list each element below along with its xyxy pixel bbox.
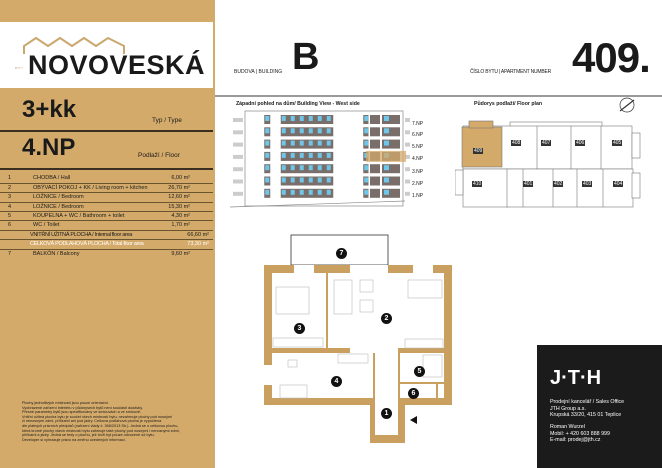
floor-label-2: 2.NP — [412, 181, 424, 187]
building-label: BUDOVA | BUILDING — [234, 69, 283, 75]
floor-plan-title: Půdorys podlaží/ Floor plan — [474, 101, 543, 107]
disclaimer-notes: Plochy jednotlivých místností jsou pouze orientační. Vyobrazené zařízení interiéru v půdorysech bytů není součástí dodávky. Přesné parametry bytů jsou specifikovány ve smlouvách a ve smlouvě. Vnitřní užitná plocha bytu je součet všech místností bytu, nezahrnuje plochy pod nosnými či nenosnými zdmi, příčkami ani pod jádry. Celková podlahová plocha je vypočtena dle platných právních předpisů (nařízení vlády č. 366/2013 Sb.). Jedná se o celkovou plochu, která kromě plochy všech místností bytu zahrnuje také plochy pod nosnými i nenosnými zdmi, příčkami a jádry. Jedná se tedy o plochu, jež tvoří byt pouze odvozené od bytu. Developer si vyhrazuje právo na změnu uvedených informací. — [22, 401, 180, 442]
unit-406: 406 — [576, 140, 585, 146]
table-row: 5 KOUPELNA + WC / Bathroom + toilet 4,30 m² — [8, 213, 190, 219]
floor-value: 4.NP — [22, 134, 76, 161]
unit-405: 405 — [613, 140, 622, 146]
unit-404: 404 — [614, 181, 623, 187]
divider — [0, 130, 213, 132]
room-marker-5: 5 — [414, 366, 425, 377]
building-view-title: Západní pohled na dům/ Building View - West side — [236, 101, 360, 107]
address: Krupská 33/20, 415 01 Teplice — [550, 412, 622, 418]
unit-401: 401 — [524, 181, 533, 187]
table-row: 6 WC / Toilet 1,70 m² — [8, 222, 190, 228]
apartment-number: 409. — [572, 34, 650, 81]
highlighted-apartment — [366, 151, 406, 162]
floor-label-7: 7.NP — [412, 121, 424, 127]
table-row: 2 OBÝVACÍ POKOJ + KK / Living room + kitchen 26,70 m² — [8, 185, 190, 191]
table-row: 3 LOŽNICE / Bedroom 12,60 m² — [8, 194, 190, 200]
building-view-drawing — [230, 108, 410, 210]
apartment-label: ČÍSLO BYTU | APARTMENT NUMBER — [470, 69, 552, 75]
contact-box — [537, 345, 662, 468]
apartment-floor-plan — [230, 230, 460, 468]
internal-area-row: VNITŘNÍ UŽITNÁ PLOCHA / Internal floor area 66,60 m² — [30, 232, 209, 238]
floor-label-3: 3.NP — [412, 169, 424, 175]
brand-logo: NOVOVESKÁ — [28, 50, 206, 80]
room-marker-1: 1 — [381, 408, 392, 419]
unit-409: 409 — [474, 148, 483, 154]
room-marker-7: 7 — [336, 248, 347, 259]
divider — [0, 168, 213, 170]
floor-label-1: 1.NP — [412, 193, 424, 199]
unit-410: 410 — [473, 181, 482, 187]
total-area-row: CELKOVÁ PODLAHOVÁ PLOCHA / Total floor area 73,30 m² — [30, 241, 209, 247]
sales-office: Prodejní kancelář / Sales Office — [550, 399, 625, 405]
jth-logo: J·T·H — [550, 367, 602, 389]
contact-person: Roman Wurzel — [550, 424, 585, 430]
email[interactable]: E-mail: prodej@jth.cz — [550, 437, 601, 443]
table-row: 4 LOŽNICE / Bedroom 15,30 m² — [8, 204, 190, 210]
room-marker-6: 6 — [408, 388, 419, 399]
floor-label-6: 6.NP — [412, 132, 424, 138]
table-row: 1 CHODBA / Hall 6,00 m² — [8, 175, 190, 181]
building-value: B — [292, 36, 320, 78]
unit-408: 408 — [512, 140, 521, 146]
floor-label: Podlaží / Floor — [138, 152, 180, 159]
company: JTH Group a.s. — [550, 405, 586, 412]
type-label: Typ / Type — [152, 117, 182, 124]
unit-407: 407 — [542, 140, 551, 146]
type-value: 3+kk — [22, 96, 77, 123]
room-marker-4: 4 — [331, 376, 342, 387]
balcony-row: 7 BALKÓN / Balcony 9,60 m² — [8, 251, 190, 257]
floor-label-5: 5.NP — [412, 144, 424, 150]
header-divider — [215, 95, 662, 97]
unit-403: 403 — [583, 181, 592, 187]
room-marker-3: 3 — [294, 323, 305, 334]
compass-icon — [617, 96, 637, 114]
floor-label-4: 4.NP — [412, 156, 424, 162]
floor-plan-overview — [455, 118, 655, 213]
unit-402: 402 — [554, 181, 563, 187]
phone[interactable]: Mobil: + 420 603 888 999 — [550, 430, 610, 437]
room-marker-2: 2 — [381, 313, 392, 324]
brand-sub: BYTY — [15, 66, 23, 70]
